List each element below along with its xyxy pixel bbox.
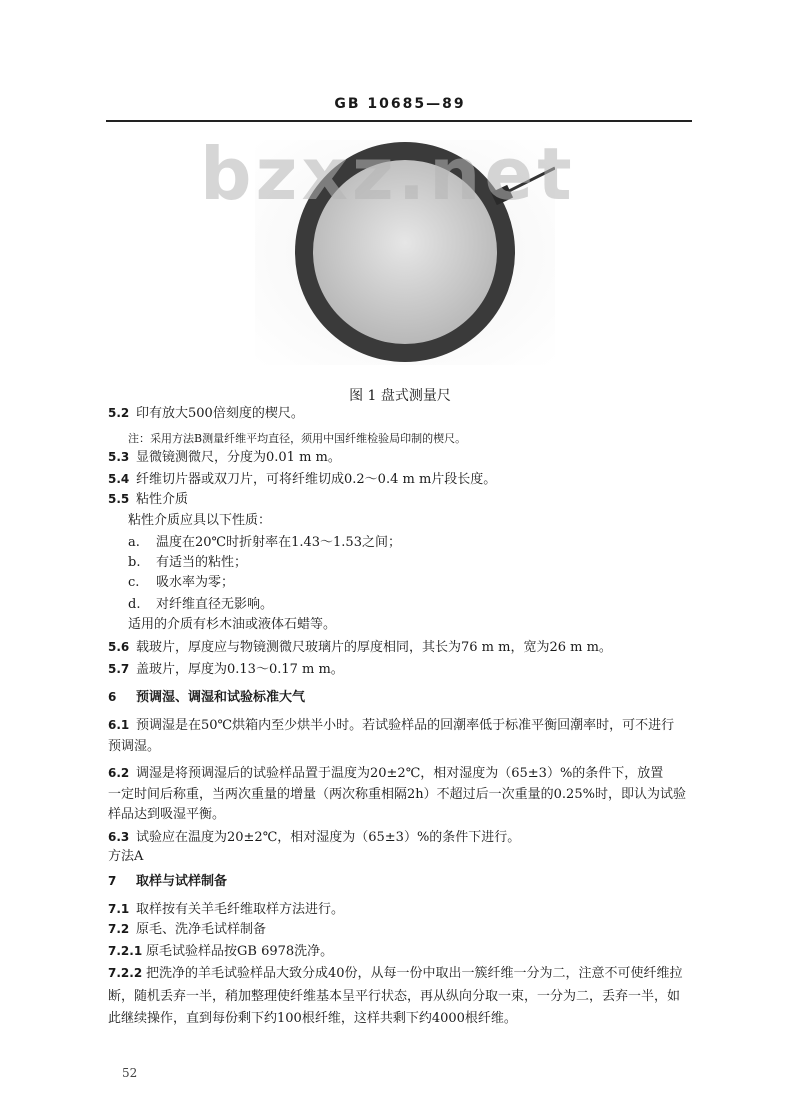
- clause-text: 载玻片，厚度应与物镜测微尺玻璃片的厚度相同，其长为76 m m，宽为26 m m。: [136, 640, 612, 655]
- clause-number: 5.3: [108, 450, 130, 464]
- list-marker: d.: [128, 597, 141, 612]
- clause-text: 盖玻片，厚度为0.13～0.17 m m。: [136, 662, 344, 677]
- clause-number: 5.4: [108, 472, 130, 486]
- text-line: [108, 806, 225, 824]
- clause-text: 预调湿是在50℃烘箱内至少烘半小时。若试验样品的回潮率低于标准平衡回潮率时，可不进行: [136, 718, 675, 733]
- text-line: [108, 660, 344, 679]
- watermark: bzxz.net: [200, 132, 576, 216]
- text-line: [108, 988, 680, 1006]
- text-line: [108, 764, 663, 783]
- text-line: [128, 554, 247, 572]
- text-line: [108, 848, 143, 866]
- clause-text: 把洗净的羊毛试验样品大致分成40份，从每一份中取出一簇纤维一分为二，注意不可使纤维拉: [146, 966, 683, 981]
- paragraph-text: 此继续操作，直到每份剩下约100根纤维，这样共剩下约4000根纤维。: [108, 1011, 517, 1026]
- list-item-text: 吸水率为零；: [156, 575, 235, 590]
- text-line: [108, 638, 612, 657]
- paragraph-text: 一定时间后称重，当两次重量的增量（两次称重相隔2h）不超过后一次重量的0.25%时，即认为试验: [108, 787, 686, 802]
- text-line: [108, 872, 227, 891]
- clause-text: 原毛、洗净毛试样制备: [136, 922, 267, 937]
- clause-number: 6.3: [108, 830, 130, 844]
- clause-text: 预调湿、调湿和试验标准大气: [136, 690, 306, 705]
- text-line: [108, 964, 683, 983]
- text-line: [108, 1010, 517, 1028]
- clause-text: 印有放大500倍刻度的楔尺。: [136, 406, 304, 421]
- text-line: [108, 688, 305, 707]
- text-line: [108, 942, 333, 961]
- text-line: [128, 512, 271, 530]
- list-marker: a.: [128, 535, 140, 550]
- clause-text: 原毛试验样品按GB 6978洗净。: [146, 944, 334, 959]
- figure-caption: 图 1 盘式测量尺: [349, 388, 451, 404]
- text-line: [108, 716, 674, 735]
- clause-number: 5.6: [108, 640, 130, 654]
- list-marker: c.: [128, 575, 140, 590]
- clause-text: 粘性介质: [136, 492, 189, 507]
- paragraph-text: 样品达到吸湿平衡。: [108, 807, 226, 822]
- text-line: [108, 448, 341, 467]
- text-line: [108, 786, 686, 804]
- clause-number: 5.5: [108, 492, 130, 506]
- clause-text: 取样与试样制备: [136, 874, 228, 889]
- page-number: 52: [122, 1066, 138, 1080]
- text-line: [108, 490, 188, 509]
- note-text: 注：采用方法B测量纤维平均直径，须用中国纤维检验局印制的楔尺。: [128, 432, 467, 445]
- clause-number: 5.2: [108, 406, 130, 420]
- clause-number: 6.2: [108, 766, 130, 780]
- standard-header: GB 10685—89: [334, 96, 466, 112]
- clause-number: 7.2: [108, 922, 130, 936]
- text-line: [108, 920, 266, 939]
- paragraph-text: 方法A: [108, 849, 144, 864]
- list-item-text: 有适当的粘性；: [156, 555, 248, 570]
- paragraph-text: 断，随机丢弃一半，稍加整理使纤维基本呈平行状态，再从纵向分取一束，一分为二，丢弃一半，如: [108, 989, 681, 1004]
- text-line: [128, 596, 273, 614]
- text-line: [128, 430, 466, 448]
- clause-number: 5.7: [108, 662, 130, 676]
- clause-number: 7.2.1: [108, 944, 143, 958]
- text-line: [108, 738, 160, 756]
- text-line: [128, 574, 234, 592]
- text-line: [108, 900, 344, 919]
- clause-number: 7: [108, 874, 117, 888]
- header-rule: [106, 120, 692, 122]
- clause-number: 7.2.2: [108, 966, 143, 980]
- list-marker: b.: [128, 555, 141, 570]
- clause-number: 6: [108, 690, 117, 704]
- clause-text: 取样按有关羊毛纤维取样方法进行。: [136, 902, 345, 917]
- list-item-text: 对纤维直径无影响。: [156, 597, 274, 612]
- paragraph-text: 预调湿。: [108, 739, 161, 754]
- text-line: [108, 828, 520, 847]
- clause-text: 试验应在温度为20±2℃，相对湿度为（65±3）%的条件下进行。: [136, 830, 521, 845]
- text-line: [108, 470, 496, 489]
- text-line: [128, 616, 336, 634]
- text-line: [108, 404, 304, 423]
- clause-text: 调湿是将预调湿后的试验样品置于温度为20±2℃，相对湿度为（65±3）%的条件下，放置: [136, 766, 664, 781]
- clause-number: 6.1: [108, 718, 130, 732]
- clause-text: 显微镜测微尺，分度为0.01 m m。: [136, 450, 341, 465]
- list-item-text: 温度在20℃时折射率在1.43～1.53之间；: [156, 535, 401, 550]
- clause-number: 7.1: [108, 902, 130, 916]
- text-line: [128, 534, 401, 552]
- paragraph-text: 粘性介质应具以下性质：: [128, 513, 272, 528]
- paragraph-text: 适用的介质有杉木油或液体石蜡等。: [128, 617, 337, 632]
- clause-text: 纤维切片器或双刀片，可将纤维切成0.2～0.4 m m片段长度。: [136, 472, 497, 487]
